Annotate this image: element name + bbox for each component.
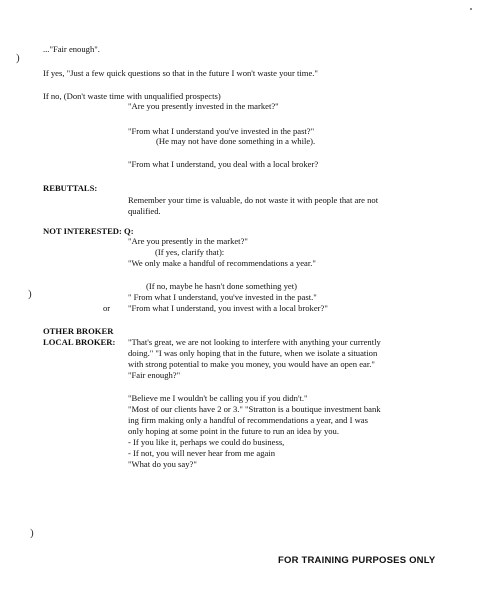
other-broker-heading: OTHER BROKER xyxy=(43,326,114,336)
not-interested-line: (If no, maybe he hasn't done something yet) xyxy=(146,281,297,291)
not-interested-line: " From what I understand, you've invested in the past." xyxy=(128,292,317,302)
if-yes-line: If yes, "Just a few quick questions so that in the future I won't waste your time." xyxy=(43,68,318,78)
question-invested: "Are you presently invested in the market?" xyxy=(128,101,279,111)
question-local-broker: "From what I understand, you deal with a local broker? xyxy=(128,159,319,169)
not-interested-line: "We only make a handful of recommendations a year." xyxy=(128,258,316,268)
scan-speck xyxy=(470,8,472,10)
question-past-note: (He may not have done something in a while). xyxy=(156,136,316,146)
or-label: or xyxy=(103,303,111,313)
margin-mark: ) xyxy=(30,527,34,539)
broker-paragraph-line: "That's great, we are not looking to interfere with anything your currently xyxy=(128,337,381,347)
broker-paragraph-line: only hoping at some point in the future to run an idea by you. xyxy=(128,426,339,436)
rebuttals-heading: REBUTTALS: xyxy=(43,183,98,193)
broker-paragraph-line: "Fair enough?" xyxy=(128,370,181,380)
rebuttals-text: Remember your time is valuable, do not waste it with people that are not xyxy=(128,195,379,205)
fair-enough-line: ..."Fair enough". xyxy=(43,44,100,54)
broker-paragraph-line: - If not, you will never hear from me again xyxy=(128,448,275,458)
broker-paragraph-line: "Believe me I wouldn't be calling you if you didn't." xyxy=(128,393,308,403)
footer-training-notice: FOR TRAINING PURPOSES ONLY xyxy=(278,555,436,566)
not-interested-line: (If yes, clarify that): xyxy=(155,247,225,257)
margin-mark: ) xyxy=(16,52,20,64)
local-broker-heading: LOCAL BROKER: xyxy=(43,337,116,347)
broker-paragraph-line: "Most of our clients have 2 or 3." "Stratton is a boutique investment bank xyxy=(128,404,381,414)
margin-mark: ) xyxy=(28,288,32,300)
broker-paragraph-line: ing firm making only a handful of recommendations a year, and I was xyxy=(128,415,368,425)
not-interested-line: "Are you presently in the market?" xyxy=(128,236,248,246)
if-no-line: If no, (Don't waste time with unqualified prospects) xyxy=(43,91,221,101)
not-interested-line: "From what I understand, you invest with a local broker?" xyxy=(128,303,328,313)
question-past: "From what I understand you've invested in the past?" xyxy=(128,126,315,136)
broker-paragraph-line: with strong potential to make you money, you would have an open ear." xyxy=(128,359,375,369)
broker-paragraph-line: - If you like it, perhaps we could do business, xyxy=(128,437,285,447)
broker-paragraph-line: doing." "I was only hoping that in the future, when we isolate a situation xyxy=(128,348,378,358)
not-interested-heading: NOT INTERESTED: Q: xyxy=(43,226,134,236)
broker-paragraph-line: "What do you say?" xyxy=(128,459,197,469)
rebuttals-text: qualified. xyxy=(128,206,161,216)
